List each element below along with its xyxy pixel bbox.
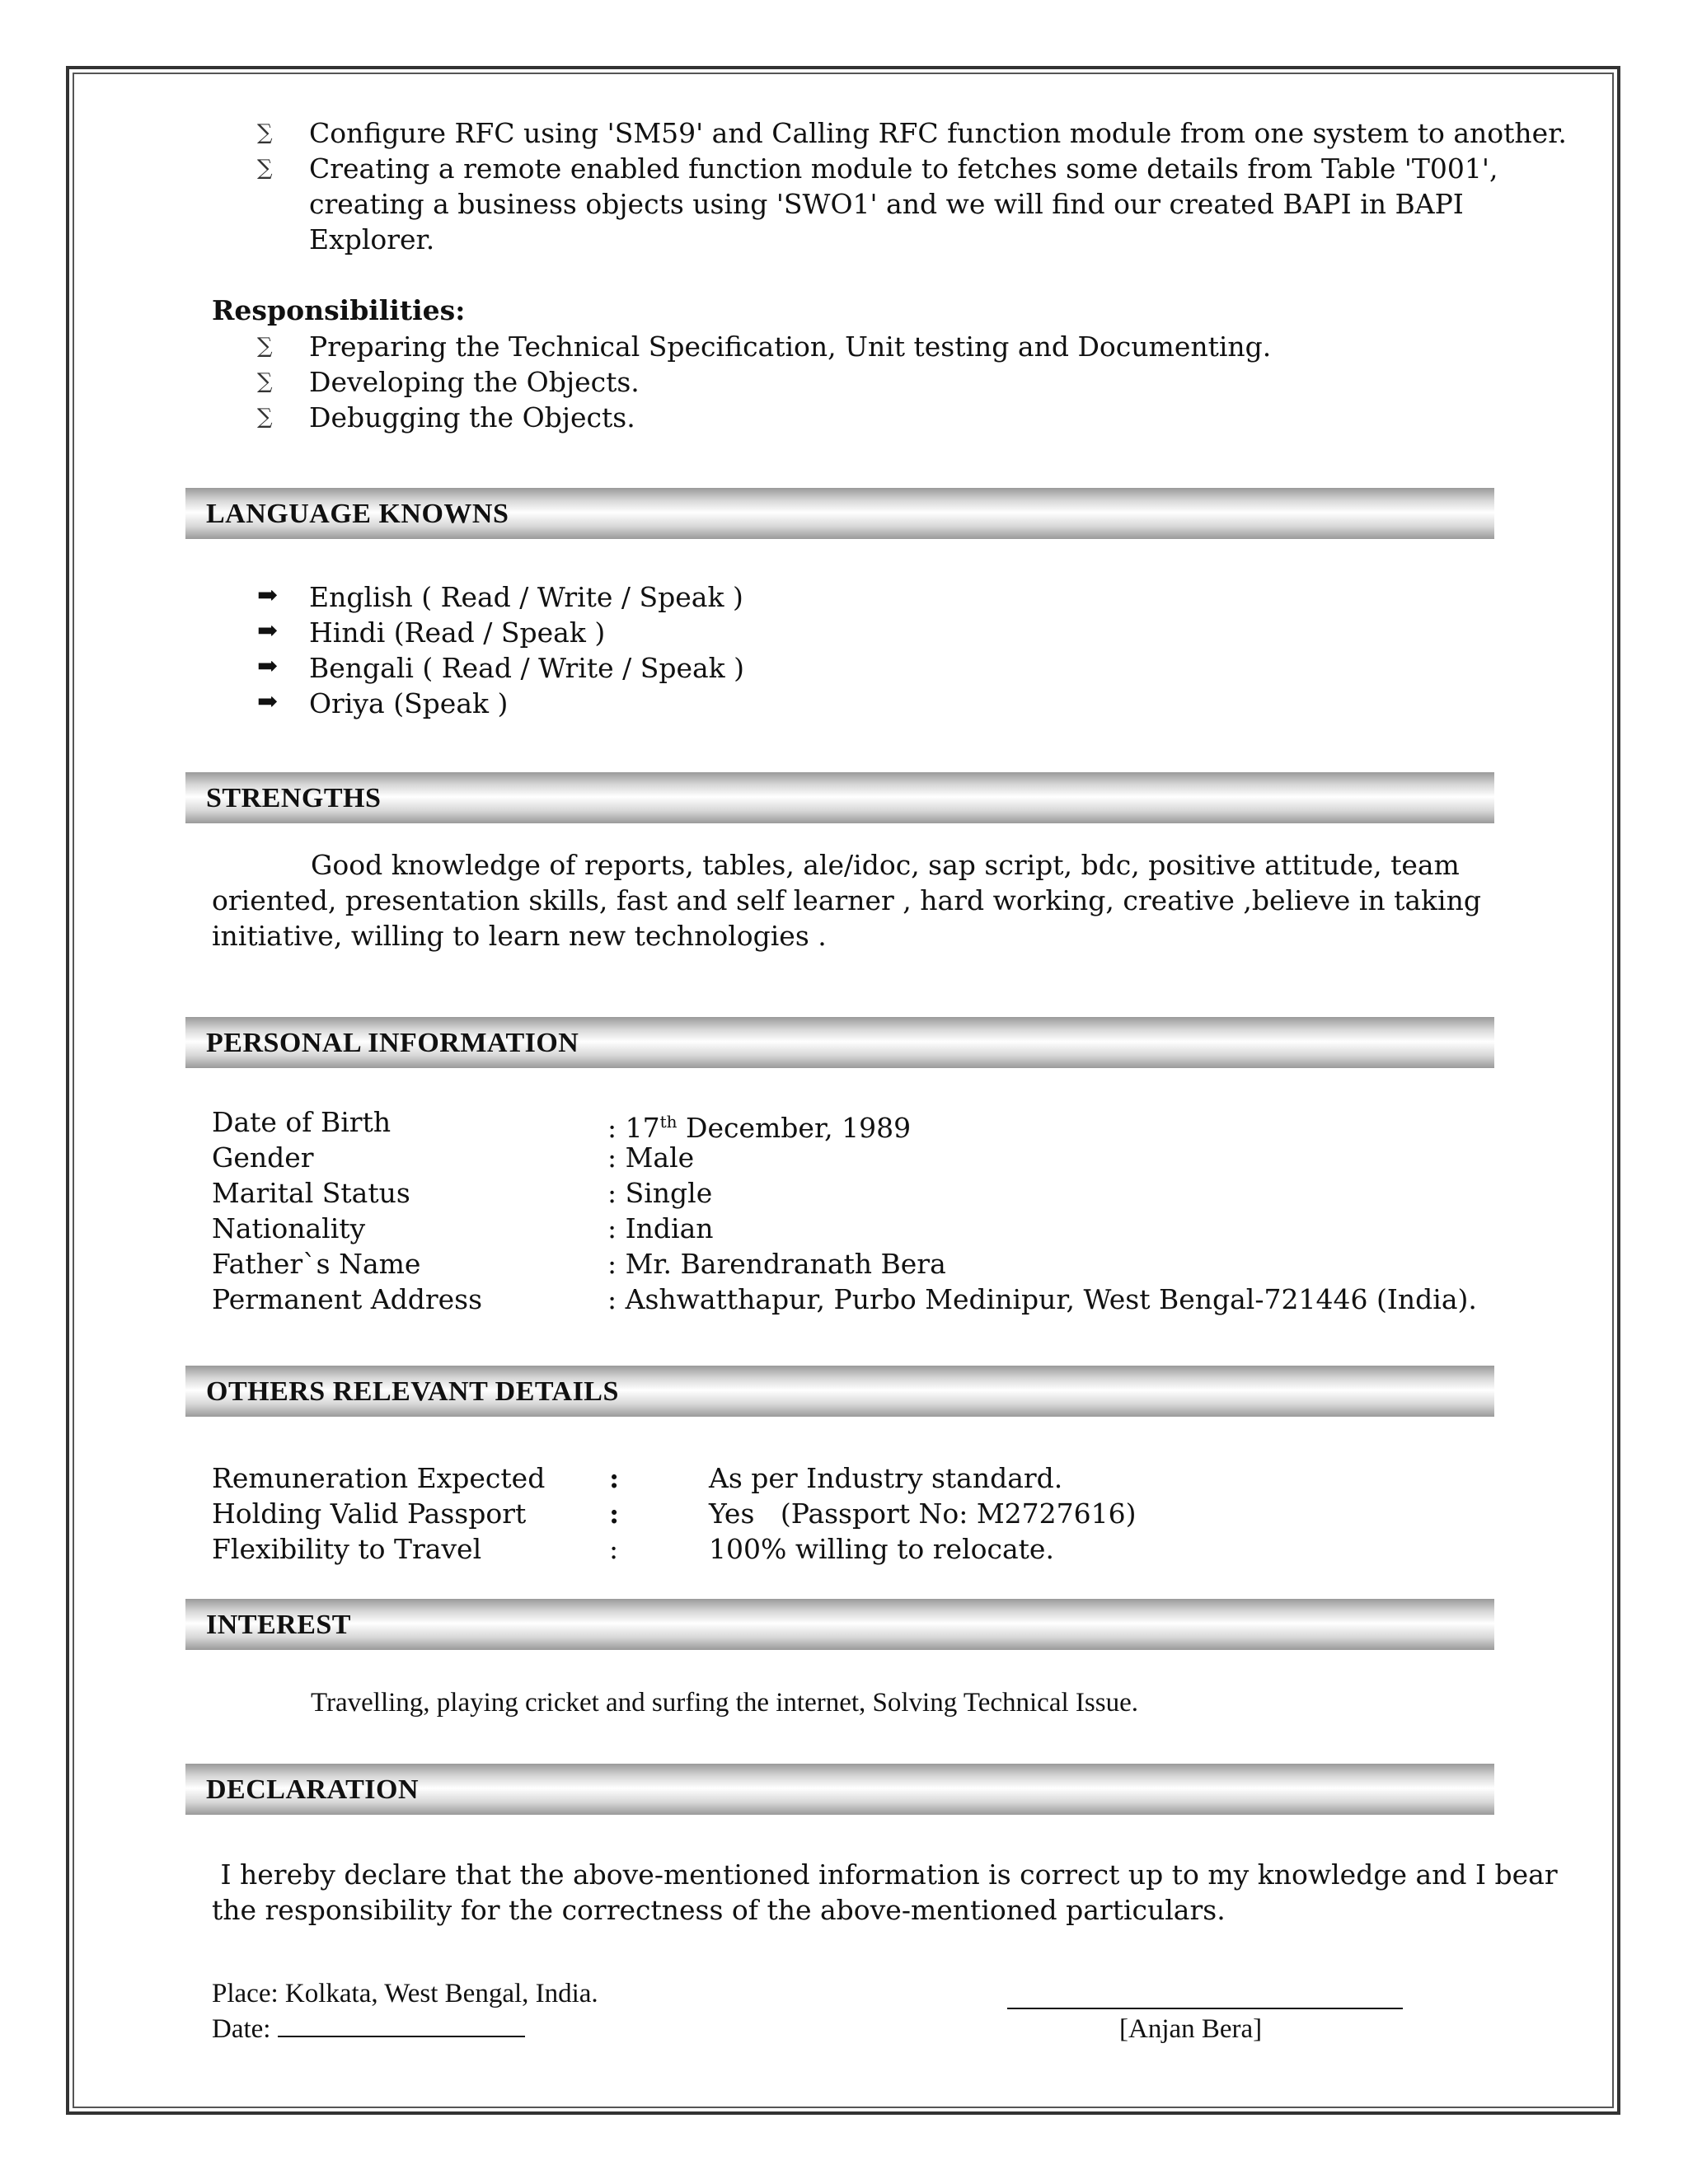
declaration-line: I hereby declare that the above-mentioned information is correct up to my knowledge and I bear — [212, 1858, 1558, 1891]
arrow-right-icon: ➡ — [257, 652, 279, 681]
list-item-continuation: creating a business objects using 'SWO1' and we will find our created BAPI in BAPI — [309, 188, 1464, 220]
row-value: : Male — [607, 1141, 695, 1174]
place-text: Place: Kolkata, West Bengal, India. — [212, 1979, 598, 2008]
section-heading-declaration — [185, 1764, 1494, 1815]
signature-line — [1007, 2008, 1403, 2009]
row-label: Gender — [212, 1141, 314, 1174]
section-heading-label: DECLARATION — [206, 1774, 420, 1805]
section-heading-label: OTHERS RELEVANT DETAILS — [206, 1376, 619, 1407]
row-value: Yes (Passport No: M2727616) — [709, 1497, 1137, 1530]
row-value: As per Industry standard. — [709, 1462, 1063, 1494]
list-item: ➡ Hindi (Read / Speak ) — [247, 615, 744, 650]
row-label: Holding Valid Passport — [212, 1497, 527, 1530]
row-value: : Indian — [607, 1212, 714, 1244]
row-value: : Single — [607, 1177, 713, 1209]
project-bullet-list — [247, 115, 1567, 257]
sum-bullet-icon: ∑ — [257, 120, 273, 145]
section-heading-interest — [185, 1599, 1494, 1650]
row-value: : 17th December, 1989 — [607, 1112, 912, 1144]
sum-bullet-icon: ∑ — [257, 156, 273, 180]
sum-bullet-icon: ∑ — [257, 334, 273, 359]
section-heading-label: INTEREST — [206, 1610, 351, 1640]
others-row — [212, 1496, 1572, 1531]
arrow-right-icon: ➡ — [257, 687, 279, 716]
row-label: Father`s Name — [212, 1248, 421, 1280]
date-field: Date: — [212, 2012, 525, 2047]
declaration-line: the responsibility for the correctness of the above-mentioned particulars. — [212, 1894, 1226, 1926]
section-heading-label: LANGUAGE KNOWNS — [206, 499, 509, 529]
personal-row — [212, 1175, 1572, 1211]
list-item: ∑ Configure RFC using 'SM59' and Calling RFC function module from one system to another. — [257, 117, 1567, 149]
list-item: ∑ Developing the Objects. — [257, 366, 640, 398]
sum-bullet-icon: ∑ — [257, 405, 273, 429]
personal-row-dob — [212, 1104, 1572, 1144]
date-blank-line — [278, 2014, 525, 2037]
row-label: Flexibility to Travel — [212, 1533, 482, 1565]
responsibilities-title: Responsibilities: — [212, 294, 466, 326]
list-item: ➡ Bengali ( Read / Write / Speak ) — [247, 650, 744, 686]
row-label: Remuneration Expected — [212, 1462, 546, 1494]
others-row — [212, 1531, 1572, 1567]
list-item: ∑ Debugging the Objects. — [257, 401, 635, 434]
row-value: : Ashwatthapur, Purbo Medinipur, West Bengal-721446 (India). — [607, 1283, 1477, 1315]
row-colon: : — [609, 1533, 619, 1565]
interest-text: Travelling, playing cricket and surfing the internet, Solving Technical Issue. — [311, 1688, 1138, 1718]
personal-row — [212, 1211, 1572, 1246]
arrow-right-icon: ➡ — [257, 581, 279, 610]
strengths-line: oriented, presentation skills, fast and self learner , hard working, creative ,believe in taking — [212, 884, 1481, 916]
row-label: Date of Birth — [212, 1106, 392, 1138]
others-row — [212, 1460, 1572, 1496]
section-heading-personal — [185, 1017, 1494, 1068]
languages-list — [247, 579, 744, 721]
section-heading-label: PERSONAL INFORMATION — [206, 1028, 579, 1058]
strengths-line: initiative, willing to learn new technologies . — [212, 920, 827, 952]
personal-row — [212, 1246, 1572, 1282]
section-heading-label: STRENGTHS — [206, 783, 382, 813]
section-heading-strengths — [185, 772, 1494, 823]
responsibilities-list — [247, 329, 1271, 435]
list-item: ∑ Creating a remote enabled function module to fetches some details from Table 'T001', — [257, 152, 1498, 185]
list-item: ∑ Preparing the Technical Specification, Unit testing and Documenting. — [257, 330, 1272, 363]
row-value: 100% willing to relocate. — [709, 1533, 1054, 1565]
signature-name: [Anjan Bera] — [1119, 2014, 1263, 2044]
section-heading-languages — [185, 488, 1494, 539]
row-label: Nationality — [212, 1212, 366, 1244]
section-heading-others — [185, 1366, 1494, 1417]
sum-bullet-icon: ∑ — [257, 369, 273, 394]
row-label: Marital Status — [212, 1177, 410, 1209]
row-colon: : — [609, 1497, 620, 1530]
row-label: Permanent Address — [212, 1283, 483, 1315]
personal-row — [212, 1140, 1572, 1175]
list-item: ➡ English ( Read / Write / Speak ) — [247, 579, 744, 615]
row-value: : Mr. Barendranath Bera — [607, 1248, 946, 1280]
arrow-right-icon: ➡ — [257, 616, 279, 645]
row-colon: : — [609, 1462, 620, 1494]
list-item: ➡ Oriya (Speak ) — [247, 686, 744, 721]
personal-row — [212, 1282, 1572, 1317]
strengths-line: Good knowledge of reports, tables, ale/idoc, sap script, bdc, positive attitude, team — [311, 849, 1460, 881]
list-item-continuation: Explorer. — [309, 223, 435, 255]
